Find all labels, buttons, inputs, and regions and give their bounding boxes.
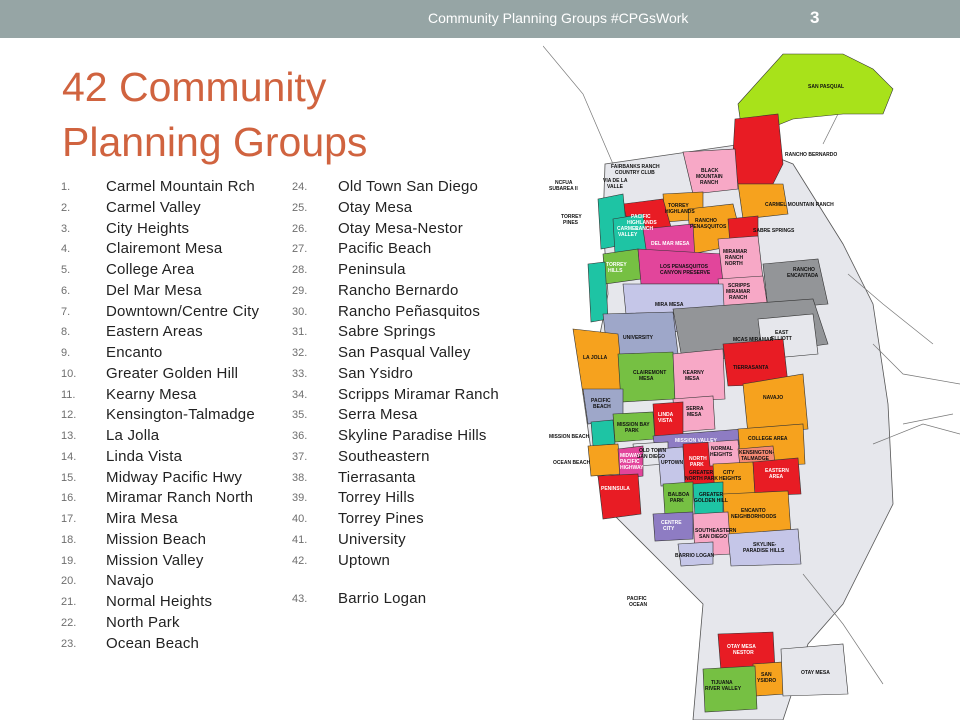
- map-label-peninsula: PENINSULA: [601, 486, 630, 492]
- map-label-san-pasqual: SAN PASQUAL: [808, 84, 845, 90]
- planning-group-number: 13.: [61, 430, 77, 442]
- map-label-torrey-highlands-2: HIGHLANDS: [665, 209, 695, 215]
- map-label-black-mountain: BLACK: [701, 168, 719, 174]
- planning-group-name: Carmel Valley: [106, 198, 201, 216]
- planning-group-number: 40.: [292, 513, 308, 525]
- planning-group-number: 30.: [292, 305, 308, 318]
- planning-group-number: 24.: [292, 181, 308, 193]
- map-label-mission-bay-2: PARK: [625, 428, 639, 434]
- planning-group-number: 8.: [61, 326, 71, 339]
- map-region-rancho-bernardo: [733, 114, 783, 184]
- planning-group-name: Kensington-Talmadge: [106, 406, 255, 424]
- map-label-pacific-highlands: PACIFIC: [631, 214, 651, 220]
- map-label-pacific-ocean: PACIFIC: [627, 596, 647, 602]
- map-region-ocean-beach: [588, 444, 621, 476]
- map-label-la-jolla: LA JOLLA: [583, 355, 608, 361]
- planning-group-number: 36.: [292, 430, 308, 442]
- map-label-golden-hill-2: GOLDEN HILL: [694, 498, 728, 504]
- planning-group-number: 9.: [61, 347, 71, 359]
- planning-group-name: Torrey Pines: [338, 510, 424, 527]
- map-label-southeastern-2: SAN DIEGO: [699, 534, 728, 540]
- map-label-los-penasquitos-2: CANYON PRESERVE: [660, 270, 711, 276]
- map-label-skyline-2: PARADISE HILLS: [743, 548, 785, 554]
- map-label-scripps-2: MIRAMAR: [726, 289, 751, 295]
- map-label-kearny-mesa: KEARNY: [683, 370, 705, 376]
- map-label-miramar-ranch-north-2: RANCH: [725, 255, 744, 261]
- map-label-torrey-highlands: TORREY: [668, 203, 689, 209]
- map-label-rancho-penasquitos: RANCHO: [695, 218, 717, 224]
- planning-group-number: 28.: [292, 264, 308, 276]
- map-label-clairemont-2: MESA: [639, 376, 654, 382]
- planning-group-number: 15.: [61, 471, 77, 484]
- planning-group-number: 16.: [61, 492, 77, 505]
- map-label-via-de-la-valle-2: VALLE: [607, 184, 624, 190]
- slide-title-line-1: 42 Community: [62, 64, 327, 110]
- map-label-ocean-beach: OCEAN BEACH: [553, 460, 591, 466]
- map-label-barrio-logan: BARRIO LOGAN: [675, 553, 715, 559]
- map-label-serra-mesa: SERRA: [686, 406, 704, 412]
- planning-group-name: San Ysidro: [338, 364, 414, 382]
- map-label-ncfua-2: SUBAREA II: [549, 186, 578, 192]
- planning-group-number: 38.: [292, 471, 308, 484]
- map-label-golden-hill: GREATER: [699, 492, 724, 498]
- map-label-balboa-park-2: PARK: [670, 498, 684, 504]
- planning-group-name: Sabre Springs: [338, 323, 436, 341]
- map-label-tijuana-river-2: RIVER VALLEY: [705, 686, 742, 692]
- page-number: 3: [810, 8, 820, 27]
- planning-group-number: 18.: [61, 533, 77, 546]
- planning-group-number: 33.: [292, 367, 308, 380]
- planning-group-name: Scripps Miramar Ranch: [338, 385, 499, 403]
- map-label-centre-city-2: CITY: [663, 526, 675, 532]
- planning-group-name: La Jolla: [106, 427, 160, 444]
- map-label-kensington-2: TALMADGE: [741, 456, 769, 462]
- planning-group-name: Carmel Mountain Rch: [106, 178, 255, 195]
- map-label-pacific-beach-2: BEACH: [593, 404, 611, 410]
- map-label-greater-north-park: GREATER: [689, 470, 714, 476]
- map-label-normal-heights-2: HEIGHTS: [710, 452, 733, 458]
- planning-group-number: 6.: [61, 284, 71, 297]
- planning-group-number: 34.: [292, 388, 308, 401]
- planning-group-number: 4.: [61, 243, 71, 256]
- map-label-midway-3: HIGHWAY: [620, 465, 644, 471]
- map-label-rancho-encantada-2: ENCANTADA: [787, 273, 819, 279]
- map-label-centre-city: CENTRE: [661, 520, 682, 526]
- planning-group-name: Navajo: [106, 572, 154, 590]
- planning-group-name: Encanto: [106, 344, 163, 361]
- map-label-city-heights-2: HEIGHTS: [719, 476, 742, 482]
- map-region-mission-beach: [591, 420, 615, 446]
- planning-group-name: University: [338, 530, 406, 548]
- map-label-pacific-highlands-3: RANCH: [635, 226, 654, 232]
- planning-group-number: 14.: [61, 450, 77, 463]
- map-label-clairemont: CLAIREMONT: [633, 370, 667, 376]
- map-label-san-ysidro: SAN: [761, 672, 772, 678]
- map-label-college-area: COLLEGE AREA: [748, 436, 788, 442]
- planning-group-name: Torrey Hills: [338, 489, 415, 507]
- planning-group-name: Serra Mesa: [338, 406, 418, 424]
- planning-group-name: Skyline Paradise Hills: [338, 427, 487, 444]
- planning-group-name: Linda Vista: [106, 447, 183, 465]
- map-label-mission-bay: MISSION BAY: [617, 422, 650, 428]
- footer-text: Community Planning Groups #CPGsWork: [428, 10, 689, 26]
- planning-group-name: Otay Mesa-Nestor: [338, 219, 463, 237]
- planning-group-name: Rancho Bernardo: [338, 281, 459, 299]
- planning-group-name: Ocean Beach: [106, 634, 200, 652]
- map-label-scripps-3: RANCH: [729, 295, 748, 301]
- slide-title-line-2: Planning Groups: [62, 119, 368, 165]
- planning-group-name: Del Mar Mesa: [106, 281, 202, 299]
- planning-group-name: Miramar Ranch North: [106, 489, 254, 507]
- map-label-midway: MIDWAY-: [620, 453, 642, 459]
- map-label-san-ysidro-2: YSIDRO: [757, 678, 777, 684]
- map-label-eastern-area-2: AREA: [769, 474, 784, 480]
- map-label-old-town: OLD TOWN: [639, 448, 667, 454]
- planning-group-name: Otay Mesa: [338, 198, 413, 216]
- planning-group-name: Greater Golden Hill: [106, 364, 239, 382]
- map-label-tierrasanta: TIERRASANTA: [733, 365, 769, 371]
- map-label-otay-mesa: OTAY MESA: [801, 670, 830, 676]
- map-label-black-mountain-2: MOUNTAIN: [696, 174, 723, 180]
- map-label-normal-heights: NORMAL: [711, 446, 733, 452]
- map-label-old-town-2: SAN DIEGO: [637, 454, 666, 460]
- map-label-fairbanks: FAIRBANKS RANCH: [611, 164, 660, 170]
- planning-group-number: 17.: [61, 513, 77, 525]
- map-label-rancho-penasquitos-2: PENASQUITOS: [690, 224, 727, 230]
- map-label-ncfua: NCFUA: [555, 180, 573, 186]
- map-label-greater-north-park-2: NORTH PARK: [685, 476, 718, 482]
- map-label-eastern-area: EASTERN: [765, 468, 789, 474]
- map-label-uptown: UPTOWN: [661, 460, 684, 466]
- map-label-torrey-pines-2: PINES: [563, 220, 579, 226]
- planning-group-number: 39.: [292, 492, 308, 505]
- planning-group-name: Southeastern: [338, 447, 430, 465]
- planning-group-number: 25.: [292, 201, 308, 214]
- map-label-skyline: SKYLINE-: [753, 542, 777, 548]
- planning-group-number: 35.: [292, 409, 308, 422]
- map-label-los-penasquitos: LOS PENASQUITOS: [660, 264, 708, 270]
- planning-group-number: 22.: [61, 616, 77, 629]
- planning-group-number: 1.: [61, 181, 71, 193]
- map-region-torrey-pines: [588, 262, 608, 322]
- map-label-university: UNIVERSITY: [623, 335, 654, 341]
- map-label-scripps: SCRIPPS: [728, 283, 750, 289]
- map-label-otay-mesa-nestor: OTAY MESA: [727, 644, 756, 650]
- map-label-rancho-encantada: RANCHO: [793, 267, 815, 273]
- map-label-serra-mesa-2: MESA: [687, 412, 702, 418]
- map-label-mcas-miramar: MCAS MIRAMAR: [733, 337, 774, 343]
- map-label-kearny-mesa-2: MESA: [685, 376, 700, 382]
- map-label-mission-valley: MISSION VALLEY: [675, 438, 717, 444]
- map-label-torrey-hills: TORREY: [606, 262, 627, 268]
- planning-group-number: 41.: [292, 533, 308, 546]
- planning-group-name: San Pasqual Valley: [338, 344, 471, 361]
- map-label-carmel-valley: CARMEL: [617, 226, 639, 232]
- planning-group-number: 42.: [292, 554, 308, 567]
- planning-group-number: 3.: [61, 222, 71, 235]
- map-label-otay-mesa-nestor-2: NESTOR: [733, 650, 754, 656]
- planning-group-name: Normal Heights: [106, 593, 213, 610]
- planning-group-name: Mission Valley: [106, 551, 204, 569]
- map-label-linda-vista-2: VISTA: [658, 418, 673, 424]
- planning-group-number: 29.: [292, 284, 308, 297]
- map-label-north-park: NORTH: [689, 456, 707, 462]
- planning-group-number: 7.: [61, 305, 71, 318]
- planning-group-name: Old Town San Diego: [338, 178, 479, 195]
- planning-group-number: 27.: [292, 243, 308, 256]
- planning-group-name: City Heights: [106, 219, 190, 237]
- planning-group-number: 10.: [61, 367, 77, 380]
- slide-footer-bar: [0, 0, 960, 38]
- map-label-southeastern: SOUTHEASTERN: [695, 528, 737, 534]
- map-label-tijuana-river: TIJUANA: [711, 680, 733, 686]
- map-label-torrey-hills-2: HILLS: [608, 268, 623, 274]
- planning-group-number: 19.: [61, 554, 77, 567]
- map-label-kensington: KENSINGTON-: [739, 450, 774, 456]
- planning-group-number: 12.: [61, 409, 77, 422]
- planning-group-number: 23.: [61, 637, 77, 650]
- planning-group-name: Uptown: [338, 551, 391, 569]
- planning-group-name: Pacific Beach: [338, 240, 432, 258]
- map-label-mira-mesa: MIRA MESA: [655, 302, 684, 308]
- planning-group-name: Eastern Areas: [106, 323, 203, 341]
- map-label-miramar-ranch-north-3: NORTH: [725, 261, 743, 267]
- map-label-city-heights: CITY: [723, 470, 735, 476]
- map-label-del-mar-mesa: DEL MAR MESA: [651, 241, 690, 247]
- map-label-pacific-highlands-2: HIGHLANDS: [627, 220, 657, 226]
- map-label-sabre-springs: SABRE SPRINGS: [753, 228, 795, 234]
- map-label-miramar-ranch-north: MIRAMAR: [723, 249, 748, 255]
- planning-group-name: North Park: [106, 613, 180, 631]
- planning-group-number: 32.: [292, 347, 308, 359]
- planning-group-number: 31.: [292, 326, 308, 339]
- map-label-linda-vista: LINDA: [658, 412, 674, 418]
- san-diego-community-map: [543, 44, 960, 720]
- planning-group-name: Tierrasanta: [338, 468, 416, 486]
- planning-group-name: Mission Beach: [106, 530, 207, 548]
- planning-group-name: Clairemont Mesa: [106, 240, 223, 258]
- map-label-encanto-2: NEIGHBORHOODS: [731, 514, 777, 520]
- map-label-balboa-park: BALBOA: [668, 492, 690, 498]
- map-label-north-park-2: PARK: [690, 462, 704, 468]
- planning-group-name: Midway Pacific Hwy: [106, 468, 243, 486]
- planning-group-number: 5.: [61, 264, 71, 276]
- map-label-via-de-la-valle: VIA DE LA: [603, 178, 628, 184]
- map-region-peninsula: [598, 474, 641, 519]
- planning-group-number: 11.: [61, 388, 76, 401]
- planning-group-name: Downtown/Centre City: [106, 302, 260, 320]
- planning-group-number: 2.: [61, 201, 71, 214]
- map-label-east-elliott-2: ELLIOTT: [771, 336, 792, 342]
- planning-group-number: 21.: [61, 596, 77, 608]
- map-label-carmel-valley-2: VALLEY: [618, 232, 638, 238]
- planning-group-name: Rancho Peñasquitos: [338, 302, 481, 320]
- planning-group-name: Mira Mesa: [106, 510, 178, 527]
- map-label-torrey-pines: TORREY: [561, 214, 582, 220]
- map-label-mission-beach: MISSION BEACH: [549, 434, 590, 440]
- planning-group-number: 26.: [292, 222, 308, 235]
- planning-group-name: Barrio Logan: [338, 590, 427, 608]
- map-label-pacific-beach: PACIFIC: [591, 398, 611, 404]
- planning-group-number: 43.: [292, 593, 308, 606]
- map-label-midway-2: PACIFIC: [620, 459, 640, 465]
- planning-group-name: College Area: [106, 261, 195, 278]
- map-label-navajo: NAVAJO: [763, 395, 784, 401]
- map-label-east-elliott: EAST: [775, 330, 789, 336]
- planning-group-number: 20.: [61, 575, 77, 588]
- planning-group-name: Kearny Mesa: [106, 385, 197, 403]
- map-label-pacific-ocean-2: OCEAN: [629, 602, 648, 608]
- map-label-black-mountain-3: RANCH: [700, 180, 719, 186]
- planning-group-number: 37.: [292, 450, 308, 463]
- map-label-encanto: ENCANTO: [741, 508, 766, 514]
- slide-title: [62, 60, 522, 170]
- map-label-fairbanks-2: COUNTRY CLUB: [615, 170, 655, 176]
- map-label-rancho-bernardo: RANCHO BERNARDO: [785, 152, 838, 158]
- planning-group-name: Peninsula: [338, 261, 406, 278]
- map-label-carmel-mountain: CARMEL MOUNTAIN RANCH: [765, 202, 834, 208]
